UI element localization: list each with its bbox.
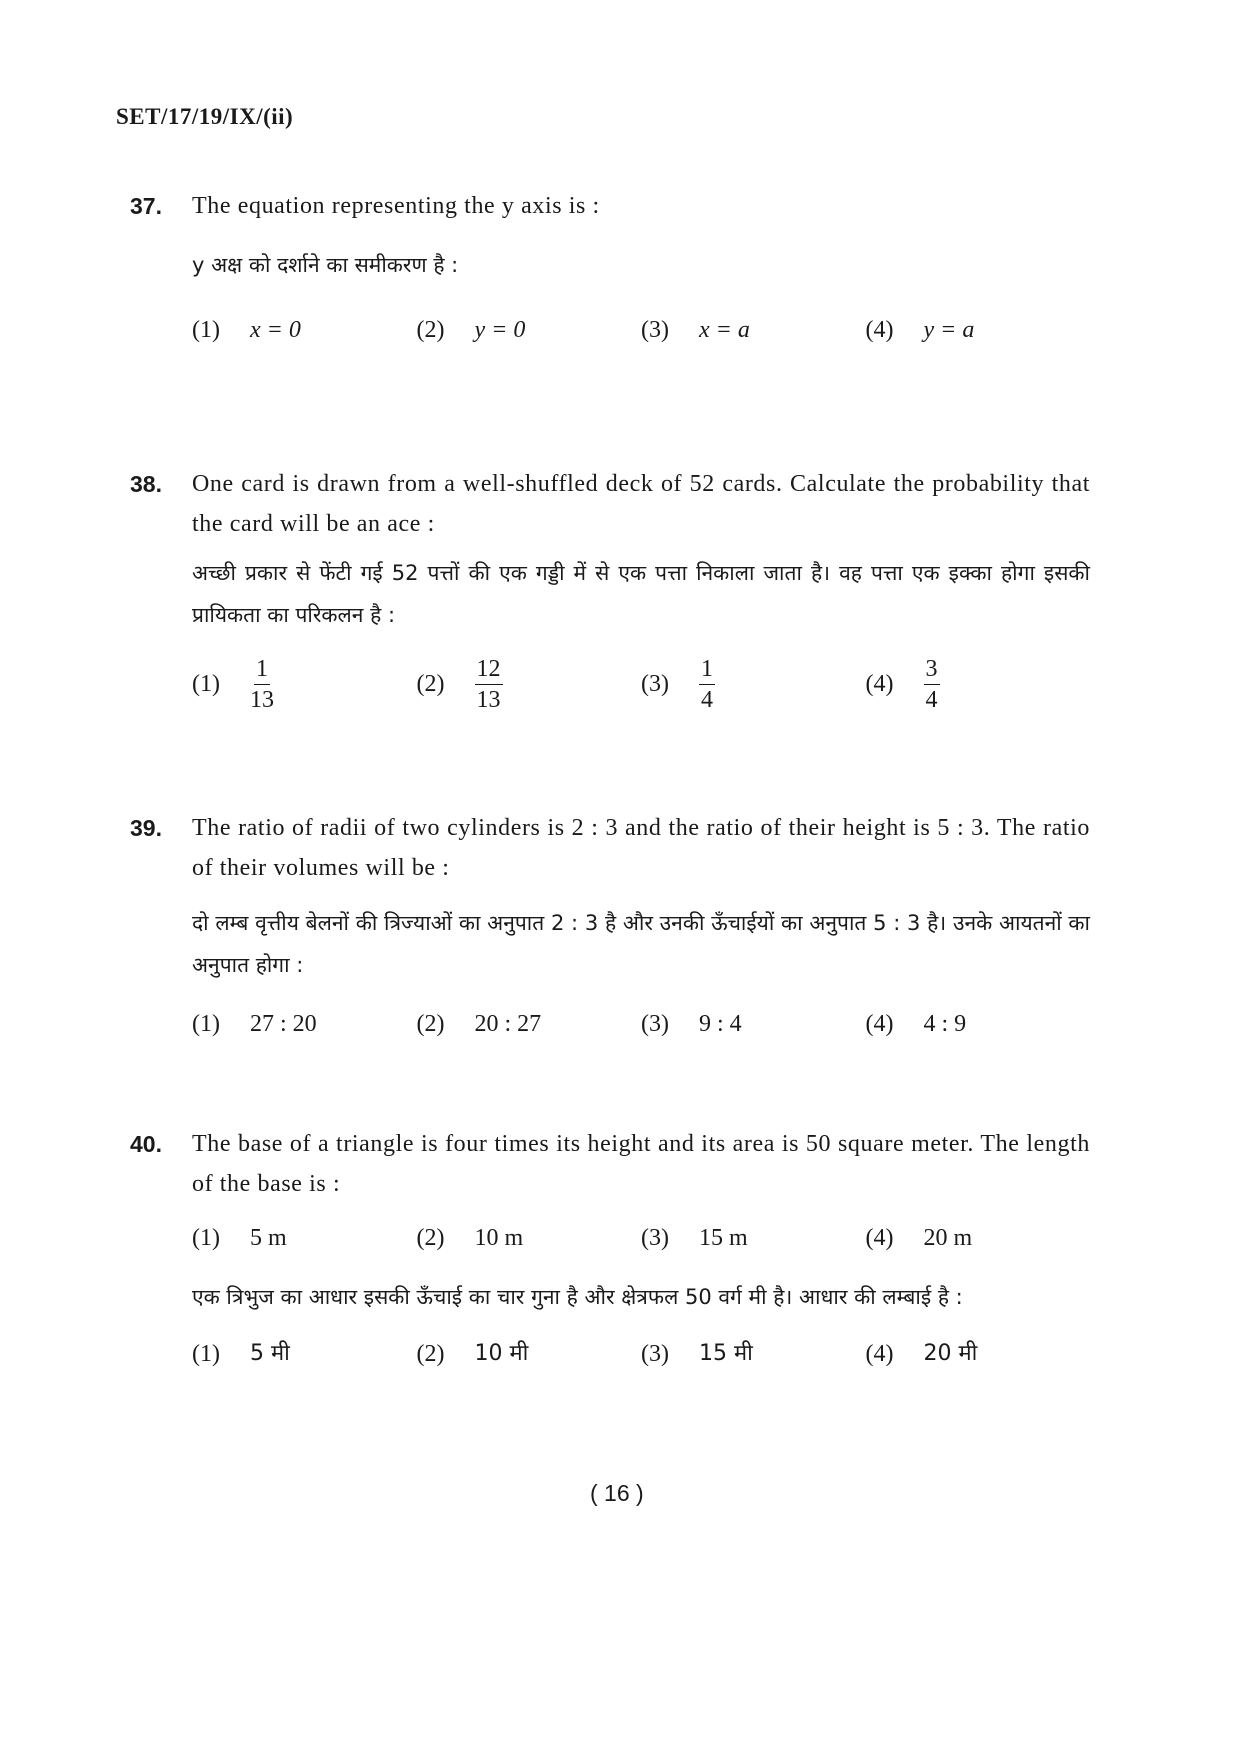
question-text-hindi: दो लम्ब वृत्तीय बेलनों की त्रिज्याओं का अनुपात 2 : 3 है और उनकी ऊँचाईयों का अनुपात 5 : 3 है। उनके आयतनों का अनुपात होगा : bbox=[192, 911, 1090, 977]
question-number: 39. bbox=[130, 815, 162, 841]
question-37 bbox=[130, 186, 1090, 354]
question-text-hindi: एक त्रिभुज का आधार इसकी ऊँचाई का चार गुना है और क्षेत्रफल 50 वर्ग मी है। आधार की लम्बाई है : bbox=[192, 1285, 963, 1309]
option-3-hindi: (3) 15 मी bbox=[641, 1341, 753, 1367]
fraction: $\frac{1}{4}$ bbox=[701, 655, 713, 713]
question-39 bbox=[130, 808, 1090, 1048]
fraction: $\frac{1}{13}$ bbox=[250, 655, 274, 713]
option-2: (2) 20 : 27 bbox=[416, 1011, 542, 1037]
question-text-english: The base of a triangle is four times its height and its area is 50 square meter. The length of the base is : bbox=[192, 1131, 1090, 1197]
question-40 bbox=[130, 1124, 1090, 1378]
question-38 bbox=[130, 464, 1090, 724]
fraction: $\frac{3}{4}$ bbox=[925, 655, 938, 713]
options-row-hindi bbox=[192, 1330, 1090, 1378]
question-text-english: The equation representing the y axis is : bbox=[192, 193, 600, 219]
set-code: SET/17/19/IX/(ii) bbox=[116, 104, 294, 129]
question-number: 38. bbox=[130, 471, 162, 497]
option-2: (2) $\frac{12}{13}$ bbox=[416, 655, 501, 713]
option-4: (4) 20 m bbox=[865, 1225, 973, 1251]
option-1: (1) 27 : 20 bbox=[192, 1011, 317, 1037]
options-row-english bbox=[192, 1214, 1090, 1262]
question-text-english: The ratio of radii of two cylinders is 2 : 3 and the ratio of their height is 5 : 3. The ratio of their volumes will be : bbox=[192, 815, 1090, 881]
option-3: (3) 15 m bbox=[641, 1225, 748, 1251]
option-3: (3) 9 : 4 bbox=[641, 1011, 742, 1037]
question-number: 37. bbox=[130, 193, 162, 219]
option-3: (3) $\frac{1}{4}$ bbox=[641, 655, 713, 713]
option-4: (4) 4 : 9 bbox=[865, 1011, 967, 1037]
option-4: (4) $\frac{3}{4}$ bbox=[865, 655, 938, 713]
question-number: 40. bbox=[130, 1131, 162, 1157]
question-text-english: One card is drawn from a well-shuffled deck of 52 cards. Calculate the probability that the card will be an ace : bbox=[192, 471, 1090, 537]
option-2: (2) 10 m bbox=[416, 1225, 524, 1251]
option-1: (1) x = 0 bbox=[192, 317, 301, 343]
option-1: (1) 5 m bbox=[192, 1225, 287, 1251]
option-2: (2) y = 0 bbox=[416, 317, 526, 343]
option-1-hindi: (1) 5 मी bbox=[192, 1341, 290, 1367]
options-row bbox=[192, 1000, 1090, 1048]
fraction: $\frac{12}{13}$ bbox=[476, 655, 501, 713]
page-number: ( 16 ) bbox=[590, 1480, 644, 1506]
question-text-hindi: अच्छी प्रकार से फेंटी गई 52 पत्तों की एक गड्डी में से एक पत्ता निकाला जाता है। वह पत्ता एक इक्का होगा इसकी प्रायिकता का परिकलन है : bbox=[192, 561, 1090, 627]
option-4: (4) y = a bbox=[865, 317, 975, 343]
options-row bbox=[192, 644, 1090, 724]
option-4-hindi: (4) 20 मी bbox=[865, 1341, 978, 1367]
option-1: (1) $\frac{1}{13}$ bbox=[192, 655, 274, 713]
options-row bbox=[192, 306, 1090, 354]
option-2-hindi: (2) 10 मी bbox=[416, 1341, 529, 1367]
question-text-hindi: y अक्ष को दर्शाने का समीकरण है : bbox=[192, 253, 459, 277]
option-3: (3) x = a bbox=[641, 317, 750, 343]
